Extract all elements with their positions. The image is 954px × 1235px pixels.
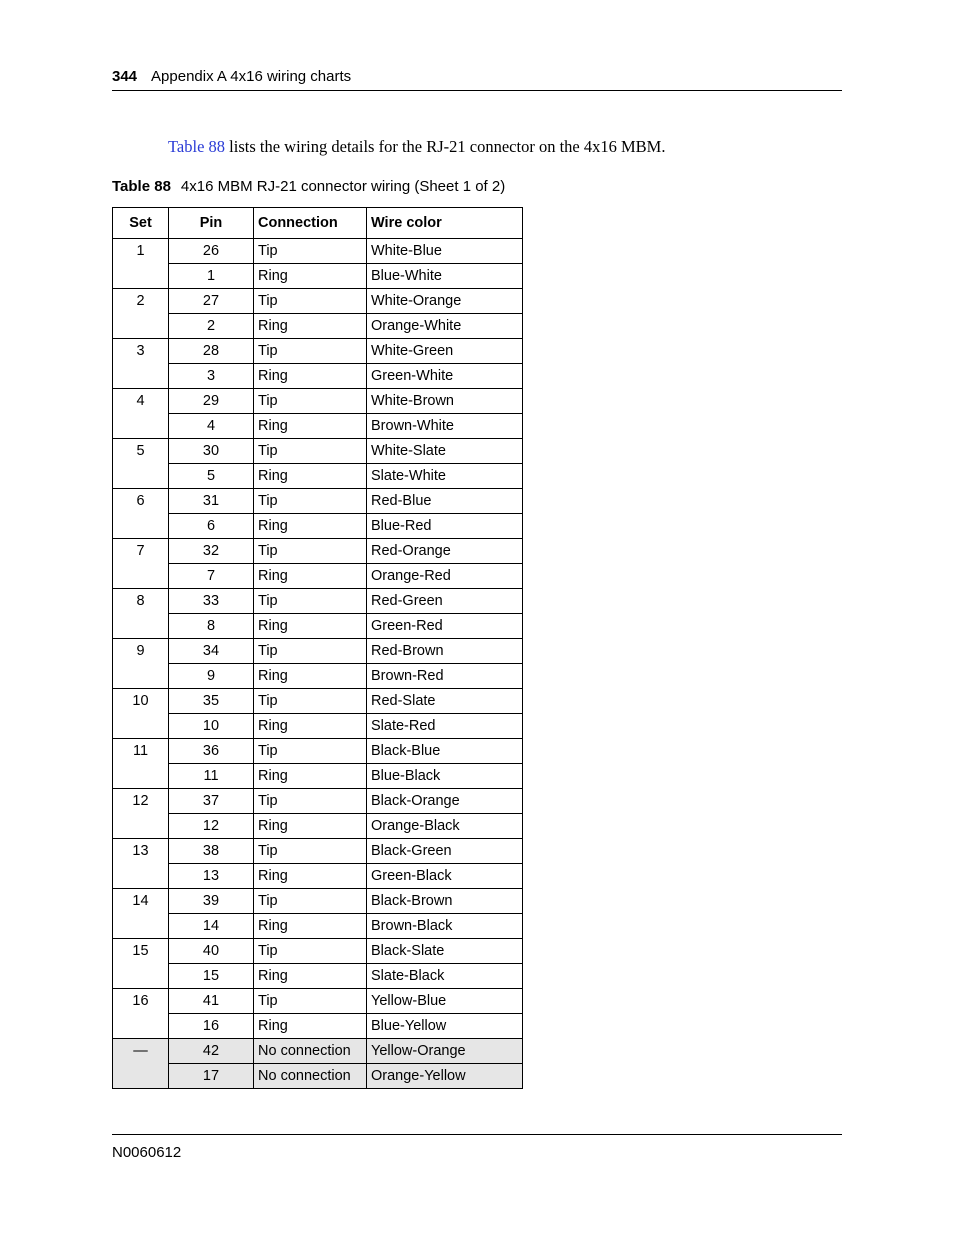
cell-wire-color: Blue-Black: [367, 764, 523, 789]
table-row: [113, 939, 523, 964]
cell-pin: 34: [169, 639, 254, 664]
table-row: [113, 239, 523, 264]
table-row: [113, 764, 523, 789]
cell-pin: 14: [169, 914, 254, 939]
cell-wire-color: Yellow-Blue: [367, 989, 523, 1014]
table-caption-title: 4x16 MBM RJ-21 connector wiring (Sheet 1 of 2): [180, 178, 506, 195]
cell-set: 12: [113, 789, 169, 839]
cell-wire-color: Orange-White: [367, 314, 523, 339]
cell-connection: Tip: [254, 839, 367, 864]
cell-connection: Tip: [254, 989, 367, 1014]
table-row: [113, 489, 523, 514]
cell-set: 11: [113, 739, 169, 789]
table-row: [113, 714, 523, 739]
cell-pin: 17: [169, 1064, 254, 1089]
cell-wire-color: White-Slate: [367, 439, 523, 464]
table-row: [113, 589, 523, 614]
table-row: [113, 664, 523, 689]
cell-wire-color: Brown-Red: [367, 664, 523, 689]
cell-pin: 1: [169, 264, 254, 289]
cell-pin: 31: [169, 489, 254, 514]
cell-pin: 32: [169, 539, 254, 564]
cell-set: 3: [113, 339, 169, 389]
cell-pin: 15: [169, 964, 254, 989]
column-header-pin: Pin: [169, 208, 254, 239]
table-row: [113, 339, 523, 364]
cell-connection: Tip: [254, 289, 367, 314]
table-row: [113, 289, 523, 314]
cell-wire-color: Brown-White: [367, 414, 523, 439]
cell-pin: 37: [169, 789, 254, 814]
cell-wire-color: Blue-White: [367, 264, 523, 289]
page-header: [112, 68, 842, 91]
table-row: [113, 539, 523, 564]
cell-pin: 29: [169, 389, 254, 414]
cell-set: 13: [113, 839, 169, 889]
cell-pin: 6: [169, 514, 254, 539]
column-header-set: Set: [113, 208, 169, 239]
table-row: [113, 689, 523, 714]
cell-pin: 36: [169, 739, 254, 764]
cell-connection: Ring: [254, 364, 367, 389]
cell-wire-color: White-Blue: [367, 239, 523, 264]
cell-set: 15: [113, 939, 169, 989]
cell-pin: 10: [169, 714, 254, 739]
table-row: [113, 639, 523, 664]
cell-connection: Tip: [254, 539, 367, 564]
table-row: [113, 739, 523, 764]
cell-wire-color: White-Brown: [367, 389, 523, 414]
cell-connection: Ring: [254, 614, 367, 639]
table-row: [113, 614, 523, 639]
column-header-connection: Connection: [254, 208, 367, 239]
cell-set: 6: [113, 489, 169, 539]
intro-paragraph: [168, 137, 665, 157]
table-row: [113, 889, 523, 914]
cell-connection: Ring: [254, 314, 367, 339]
cell-set: 1: [113, 239, 169, 289]
cell-wire-color: Black-Brown: [367, 889, 523, 914]
table-row: [113, 264, 523, 289]
cell-connection: Ring: [254, 264, 367, 289]
cell-wire-color: Blue-Red: [367, 514, 523, 539]
cell-set: 5: [113, 439, 169, 489]
cell-set: —: [113, 1039, 169, 1089]
cell-pin: 33: [169, 589, 254, 614]
cell-connection: Ring: [254, 564, 367, 589]
cell-wire-color: Black-Blue: [367, 739, 523, 764]
cell-connection: Ring: [254, 914, 367, 939]
table-row: [113, 814, 523, 839]
cell-set: 8: [113, 589, 169, 639]
cell-connection: Ring: [254, 664, 367, 689]
cell-pin: 11: [169, 764, 254, 789]
cell-pin: 41: [169, 989, 254, 1014]
cell-connection: Ring: [254, 464, 367, 489]
cell-wire-color: Yellow-Orange: [367, 1039, 523, 1064]
cell-wire-color: Red-Slate: [367, 689, 523, 714]
cell-connection: Ring: [254, 814, 367, 839]
cell-pin: 27: [169, 289, 254, 314]
cell-connection: Ring: [254, 514, 367, 539]
cell-wire-color: Orange-Red: [367, 564, 523, 589]
cell-set: 16: [113, 989, 169, 1039]
table-row: [113, 1039, 523, 1064]
cell-connection: Tip: [254, 889, 367, 914]
cell-wire-color: Black-Orange: [367, 789, 523, 814]
footer-doc-id: N0060612: [112, 1144, 182, 1161]
cell-wire-color: White-Orange: [367, 289, 523, 314]
cell-wire-color: Green-Red: [367, 614, 523, 639]
table-row: [113, 989, 523, 1014]
cell-connection: Tip: [254, 689, 367, 714]
table-row: [113, 514, 523, 539]
table-row: [113, 314, 523, 339]
table-row: [113, 389, 523, 414]
cell-wire-color: Green-White: [367, 364, 523, 389]
cell-wire-color: Red-Brown: [367, 639, 523, 664]
cell-connection: Tip: [254, 439, 367, 464]
cell-connection: No connection: [254, 1064, 367, 1089]
table-row: [113, 464, 523, 489]
table-row: [113, 789, 523, 814]
cell-pin: 4: [169, 414, 254, 439]
cell-wire-color: Red-Blue: [367, 489, 523, 514]
table-caption-label: Table 88: [112, 178, 171, 195]
cell-connection: Ring: [254, 864, 367, 889]
table-row: [113, 364, 523, 389]
column-header-wire-color: Wire color: [367, 208, 523, 239]
cell-set: 4: [113, 389, 169, 439]
cell-pin: 8: [169, 614, 254, 639]
table-row: [113, 964, 523, 989]
wiring-table: [112, 207, 523, 1089]
cell-connection: Tip: [254, 339, 367, 364]
cell-pin: 30: [169, 439, 254, 464]
table-row: [113, 839, 523, 864]
table-row: [113, 1014, 523, 1039]
cell-wire-color: Slate-Red: [367, 714, 523, 739]
cell-pin: 42: [169, 1039, 254, 1064]
table-row: [113, 564, 523, 589]
cell-wire-color: White-Green: [367, 339, 523, 364]
cell-pin: 38: [169, 839, 254, 864]
cell-wire-color: Slate-Black: [367, 964, 523, 989]
intro-text: lists the wiring details for the RJ-21 connector on the 4x16 MBM.: [225, 137, 666, 156]
cell-connection: Ring: [254, 764, 367, 789]
cell-pin: 40: [169, 939, 254, 964]
cell-set: 9: [113, 639, 169, 689]
cell-connection: Ring: [254, 414, 367, 439]
cell-pin: 9: [169, 664, 254, 689]
cell-wire-color: Orange-Black: [367, 814, 523, 839]
cell-set: 10: [113, 689, 169, 739]
table-row: [113, 864, 523, 889]
cell-connection: Tip: [254, 639, 367, 664]
table-body: [113, 239, 523, 1089]
cell-set: 14: [113, 889, 169, 939]
cell-connection: Ring: [254, 714, 367, 739]
cell-set: 7: [113, 539, 169, 589]
cell-pin: 3: [169, 364, 254, 389]
cell-connection: Ring: [254, 1014, 367, 1039]
table-row: [113, 1064, 523, 1089]
page-number: 344: [112, 68, 138, 85]
cell-pin: 16: [169, 1014, 254, 1039]
cell-pin: 28: [169, 339, 254, 364]
cell-pin: 7: [169, 564, 254, 589]
cell-connection: Tip: [254, 239, 367, 264]
table-row: [113, 414, 523, 439]
cell-set: 2: [113, 289, 169, 339]
cell-wire-color: Brown-Black: [367, 914, 523, 939]
cell-wire-color: Black-Slate: [367, 939, 523, 964]
table-link[interactable]: Table 88: [168, 137, 226, 156]
section-title: Appendix A 4x16 wiring charts: [151, 68, 352, 85]
table-row: [113, 439, 523, 464]
cell-wire-color: Red-Green: [367, 589, 523, 614]
cell-wire-color: Orange-Yellow: [367, 1064, 523, 1089]
cell-pin: 26: [169, 239, 254, 264]
cell-connection: Ring: [254, 964, 367, 989]
cell-wire-color: Red-Orange: [367, 539, 523, 564]
cell-pin: 12: [169, 814, 254, 839]
cell-pin: 5: [169, 464, 254, 489]
cell-connection: No connection: [254, 1039, 367, 1064]
cell-wire-color: Blue-Yellow: [367, 1014, 523, 1039]
cell-wire-color: Black-Green: [367, 839, 523, 864]
cell-pin: 13: [169, 864, 254, 889]
table-caption: [112, 178, 505, 195]
table-header-row: [113, 208, 523, 239]
cell-wire-color: Green-Black: [367, 864, 523, 889]
cell-connection: Tip: [254, 939, 367, 964]
cell-wire-color: Slate-White: [367, 464, 523, 489]
cell-connection: Tip: [254, 589, 367, 614]
cell-connection: Tip: [254, 389, 367, 414]
cell-connection: Tip: [254, 489, 367, 514]
cell-pin: 39: [169, 889, 254, 914]
footer-divider: [112, 1134, 842, 1135]
cell-pin: 2: [169, 314, 254, 339]
cell-pin: 35: [169, 689, 254, 714]
cell-connection: Tip: [254, 739, 367, 764]
table-row: [113, 914, 523, 939]
cell-connection: Tip: [254, 789, 367, 814]
